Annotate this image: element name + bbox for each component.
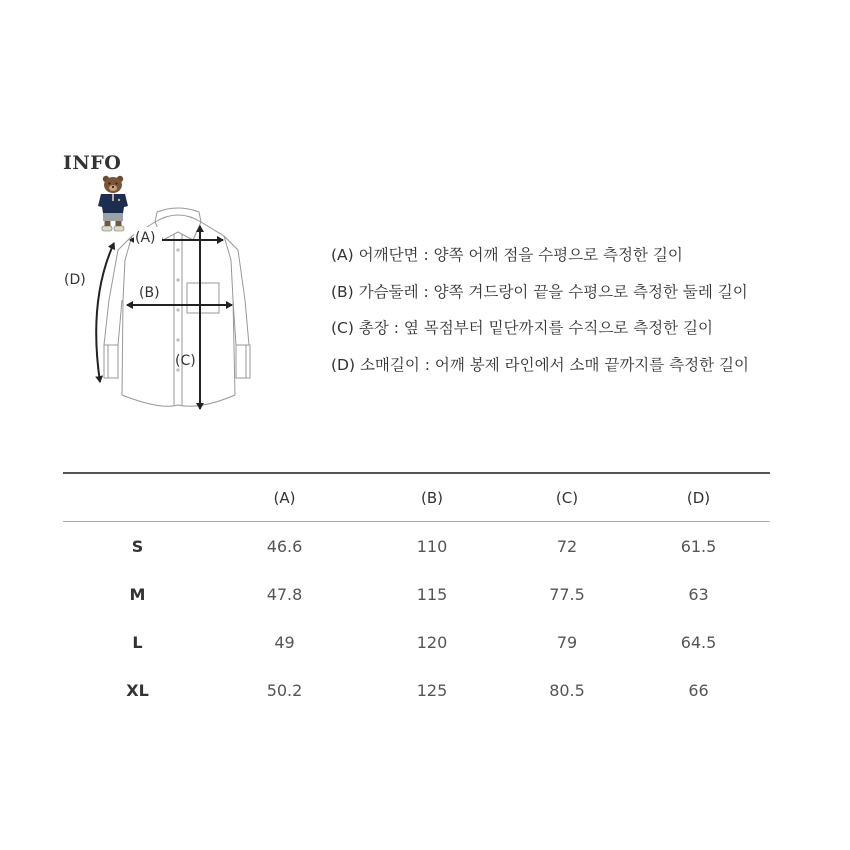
header-d: (D) <box>686 488 711 507</box>
cell-b: 120 <box>416 632 448 652</box>
cell-c: 80.5 <box>549 680 585 700</box>
legend-d: (D) 소매길이 : 어깨 봉제 라인에서 소매 끝까지를 측정한 길이 <box>331 355 749 374</box>
cell-c: 77.5 <box>549 584 585 604</box>
header-empty <box>63 473 212 522</box>
legend-b: (B) 가슴둘레 : 양쪽 겨드랑이 끝을 수평으로 측정한 둘레 길이 <box>331 282 748 301</box>
size-label: M <box>129 584 146 604</box>
cell-a: 50.2 <box>266 680 303 700</box>
size-label: S <box>131 536 144 556</box>
size-label: XL <box>126 680 149 700</box>
cell-b: 115 <box>416 584 448 604</box>
label-c: (C) <box>175 353 196 369</box>
cell-d: 64.5 <box>680 632 717 652</box>
cell-c: 79 <box>556 632 578 652</box>
legend-c: (C) 총장 : 옆 목점부터 밑단까지를 수직으로 측정한 길이 <box>331 319 713 337</box>
label-d: (D) <box>64 272 86 288</box>
cell-d: 63 <box>688 584 709 604</box>
table-row <box>63 522 770 571</box>
header-c: (C) <box>555 488 579 507</box>
table-row <box>63 618 770 666</box>
cell-b: 125 <box>416 680 448 700</box>
table-row <box>63 570 770 618</box>
header-b: (B) <box>421 488 443 507</box>
info-title: INFO <box>63 152 122 174</box>
table-header-row <box>63 473 770 522</box>
cell-c: 72 <box>556 536 578 556</box>
cell-b: 110 <box>416 536 448 556</box>
table-row <box>63 666 770 714</box>
cell-d: 66 <box>688 680 709 700</box>
measurement-legend <box>331 240 749 386</box>
cell-a: 46.6 <box>266 536 303 556</box>
size-table <box>63 472 770 714</box>
header-a: (A) <box>273 488 296 507</box>
cell-a: 49 <box>274 632 295 652</box>
cell-d: 61.5 <box>680 536 717 556</box>
cell-a: 47.8 <box>266 584 303 604</box>
legend-a: (A) 어깨단면 : 양쪽 어깨 점을 수평으로 측정한 길이 <box>331 246 683 264</box>
size-label: L <box>132 632 143 652</box>
shirt-diagram <box>55 205 255 420</box>
label-a: (A) <box>135 230 156 246</box>
label-b: (B) <box>139 285 160 301</box>
